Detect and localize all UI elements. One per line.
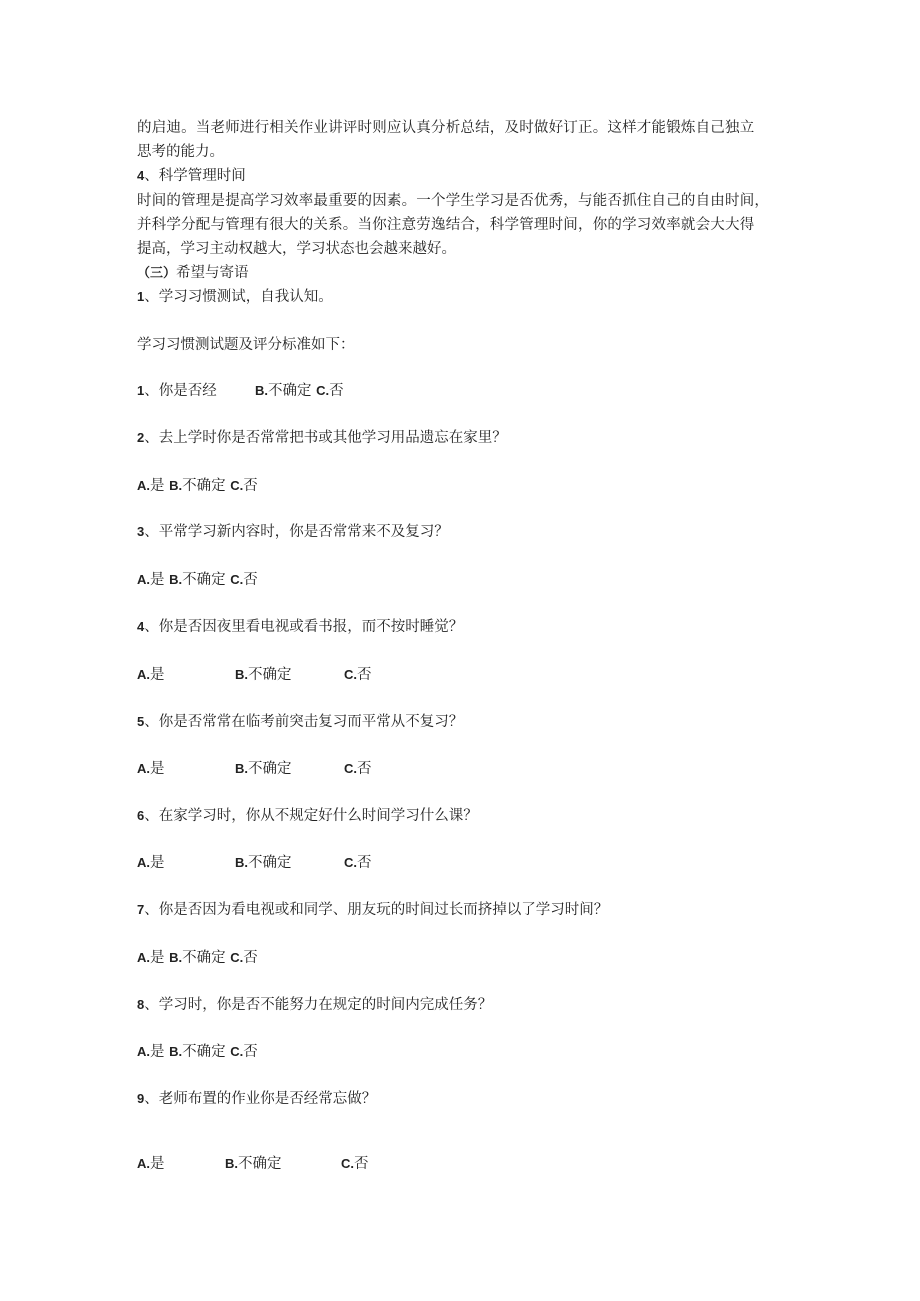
question-4-option-c	[344, 665, 372, 685]
section-3-label-close: ）	[163, 265, 177, 280]
q4-option-c-letter: C.	[344, 667, 357, 682]
q3-option-c-text: 否	[243, 572, 258, 588]
question-9-option-b	[225, 1154, 282, 1174]
q9-option-a-text: 是	[150, 1156, 165, 1172]
q5-option-a-text: 是	[150, 761, 165, 777]
q6-option-a-text: 是	[150, 855, 165, 871]
q7-option-a-letter: A.	[137, 950, 150, 965]
q9-option-b-text: 不确定	[238, 1156, 282, 1172]
q2-option-c-letter: C.	[230, 478, 244, 493]
q8-option-c-letter: C.	[230, 1044, 244, 1059]
q9-option-c-letter: C.	[341, 1156, 354, 1171]
question-5-option-b	[235, 759, 292, 779]
q7-option-a-text: 是	[150, 950, 165, 966]
question-5	[137, 712, 463, 732]
question-9-option-a	[137, 1154, 165, 1174]
item-1-text: 、学习习惯测试，自我认知。	[144, 289, 333, 305]
q6-option-a-letter: A.	[137, 855, 150, 870]
section-3-heading	[137, 263, 249, 283]
item-1	[137, 287, 333, 307]
section-3-label-open: （	[137, 265, 151, 280]
question-6	[137, 806, 478, 826]
q6-option-b-letter: B.	[235, 855, 248, 870]
question-8-options	[137, 1042, 258, 1062]
q4-option-b-text: 不确定	[248, 667, 292, 683]
question-6-option-a	[137, 853, 165, 873]
section-4-title: 、科学管理时间	[144, 168, 246, 184]
question-1-text: 、你是否经	[144, 383, 217, 399]
question-6-text: 、在家学习时，你从不规定好什么时间学习什么课？	[144, 808, 478, 824]
q7-option-c-letter: C.	[230, 950, 244, 965]
q4-option-b-letter: B.	[235, 667, 248, 682]
q2-option-b-text: 不确定	[182, 478, 226, 494]
question-2-number: 2	[137, 430, 145, 445]
q8-option-b-letter: B.	[169, 1044, 183, 1059]
question-4-option-a	[137, 665, 165, 685]
q9-option-c-text: 否	[354, 1156, 369, 1172]
q9-option-a-letter: A.	[137, 1156, 150, 1171]
section-3-label-num: 三	[150, 265, 164, 280]
q8-option-c-text: 否	[243, 1044, 258, 1060]
q3-option-b-letter: B.	[169, 572, 183, 587]
question-9-text: 、老师布置的作业你是否经常忘做？	[144, 1091, 377, 1107]
q2-option-b-letter: B.	[169, 478, 183, 493]
q5-option-b-letter: B.	[235, 761, 248, 776]
question-7-number: 7	[137, 902, 145, 917]
q1-option-b-text: 不确定	[268, 383, 312, 399]
section-4-heading	[137, 166, 246, 186]
question-9-number: 9	[137, 1091, 145, 1106]
q6-option-c-text: 否	[357, 855, 372, 871]
question-3-text: 、平常学习新内容时，你是否常常来不及复习？	[144, 524, 449, 540]
question-7-options	[137, 948, 258, 968]
intro-line-1: 的启迪。当老师进行相关作业讲评时则应认真分析总结，及时做好订正。这样才能锻炼自己独立	[137, 120, 755, 136]
question-2-text: 、去上学时你是否常常把书或其他学习用品遗忘在家里？	[144, 430, 507, 446]
question-5-number: 5	[137, 714, 145, 729]
q7-option-b-letter: B.	[169, 950, 183, 965]
question-8	[137, 995, 492, 1015]
section-4-para-line-2: 并科学分配与管理有很大的关系。当你注意劳逸结合，科学管理时间，你的学习效率就会大大得	[137, 217, 755, 233]
q6-option-b-text: 不确定	[248, 855, 292, 871]
q3-option-a-letter: A.	[137, 572, 150, 587]
question-1	[137, 381, 217, 401]
q4-option-c-text: 否	[357, 667, 372, 683]
intro-line-2: 思考的能力。	[137, 144, 224, 160]
q8-option-a-letter: A.	[137, 1044, 150, 1059]
question-8-text: 、学习时，你是否不能努力在规定的时间内完成任务？	[144, 997, 493, 1013]
question-5-text: 、你是否常常在临考前突击复习而平常从不复习？	[144, 714, 464, 730]
question-5-option-c	[344, 759, 372, 779]
question-2-options	[137, 476, 258, 496]
q6-option-c-letter: C.	[344, 855, 357, 870]
q8-option-b-text: 不确定	[182, 1044, 226, 1060]
question-4-option-b	[235, 665, 292, 685]
q5-option-c-letter: C.	[344, 761, 357, 776]
question-7-text: 、你是否因为看电视或和同学、朋友玩的时间过长而挤掉以了学习时间？	[144, 902, 609, 918]
question-1-number: 1	[137, 383, 145, 398]
q2-option-a-text: 是	[150, 478, 165, 494]
section-4-para-line-3: 提高，学习主动权越大，学习状态也会越来越好。	[137, 241, 456, 257]
question-4-number: 4	[137, 619, 145, 634]
q4-option-a-text: 是	[150, 667, 165, 683]
section-3-title: 希望与寄语	[176, 265, 249, 281]
q1-option-c-text: 否	[329, 383, 344, 399]
question-7	[137, 900, 608, 920]
section-4-number: 4	[137, 168, 145, 183]
q9-option-b-letter: B.	[225, 1156, 238, 1171]
q1-option-c-letter: C.	[316, 383, 330, 398]
test-intro: 学习习惯测试题及评分标准如下：	[137, 337, 355, 353]
q3-option-b-text: 不确定	[182, 572, 226, 588]
question-6-number: 6	[137, 808, 145, 823]
q4-option-a-letter: A.	[137, 667, 150, 682]
q1-option-b-letter: B.	[255, 383, 268, 398]
q5-option-c-text: 否	[357, 761, 372, 777]
question-4	[137, 617, 463, 637]
q2-option-c-text: 否	[243, 478, 258, 494]
q7-option-b-text: 不确定	[182, 950, 226, 966]
q5-option-b-text: 不确定	[248, 761, 292, 777]
question-3-number: 3	[137, 524, 145, 539]
q5-option-a-letter: A.	[137, 761, 150, 776]
item-1-number: 1	[137, 289, 145, 304]
question-5-option-a	[137, 759, 165, 779]
question-2	[137, 428, 507, 448]
question-8-number: 8	[137, 997, 145, 1012]
question-3	[137, 522, 449, 542]
q2-option-a-letter: A.	[137, 478, 150, 493]
q7-option-c-text: 否	[243, 950, 258, 966]
q8-option-a-text: 是	[150, 1044, 165, 1060]
question-4-text: 、你是否因夜里看电视或看书报，而不按时睡觉？	[144, 619, 464, 635]
q3-option-a-text: 是	[150, 572, 165, 588]
question-9	[137, 1089, 376, 1109]
question-6-option-c	[344, 853, 372, 873]
question-1-options	[255, 381, 344, 401]
question-6-option-b	[235, 853, 292, 873]
question-9-option-c	[341, 1154, 369, 1174]
question-3-options	[137, 570, 258, 590]
section-4-para-line-1: 时间的管理是提高学习效率最重要的因素。一个学生学习是否优秀，与能否抓住自己的自由时间，	[137, 193, 770, 209]
q3-option-c-letter: C.	[230, 572, 244, 587]
